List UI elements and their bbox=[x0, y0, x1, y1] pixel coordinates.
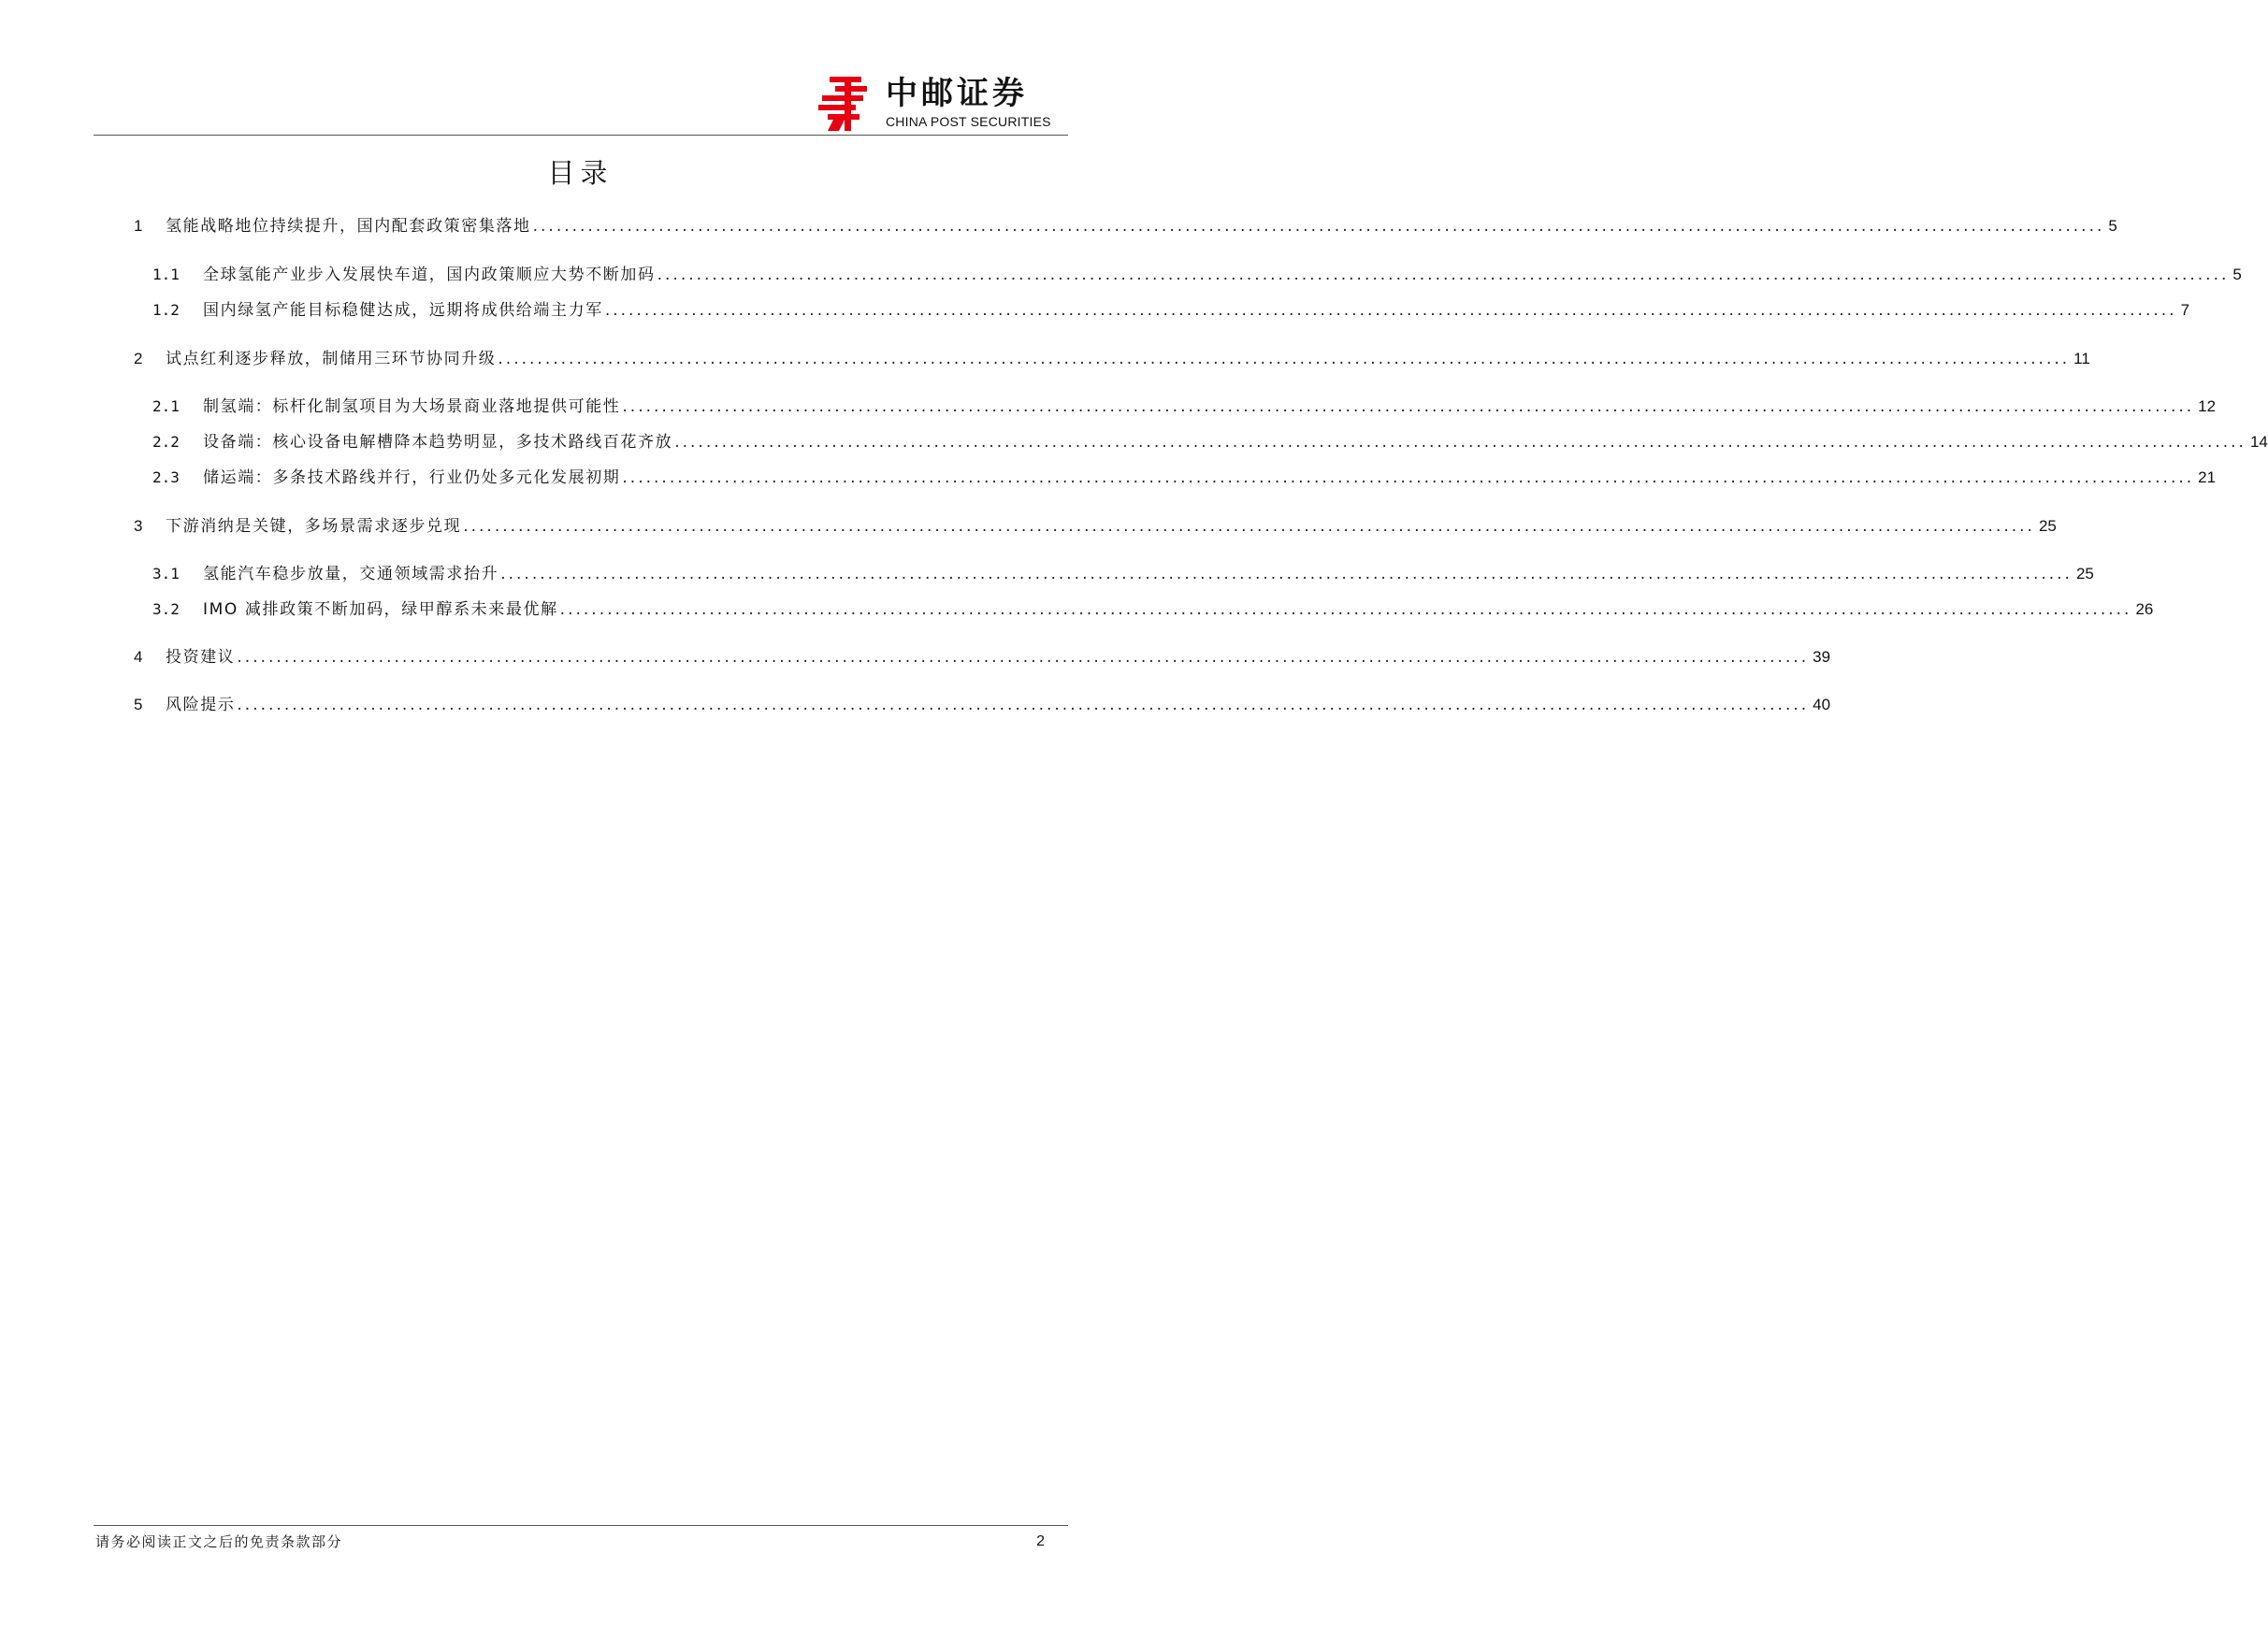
brand-name-en: CHINA POST SECURITIES bbox=[886, 114, 1051, 129]
toc-entry-page: 7 bbox=[2180, 301, 2190, 319]
header-divider bbox=[94, 135, 1068, 136]
toc-entry-number: 2.3 bbox=[152, 468, 180, 486]
toc-entry-title: IMO 减排政策不断加码，绿甲醇系未来最优解 bbox=[203, 600, 558, 619]
company-logo bbox=[816, 75, 1069, 133]
toc-entry[interactable] bbox=[0, 466, 2217, 490]
toc-entry-title: 国内绿氢产能目标稳健达成，远期将成供给端主力军 bbox=[203, 301, 603, 320]
toc-dot-leader: ........................................................................................................................................................................................................ bbox=[237, 648, 1810, 667]
toc-entry[interactable] bbox=[0, 347, 2090, 371]
toc-entry-page: 14 bbox=[2249, 433, 2268, 451]
toc-entry-number: 3.2 bbox=[152, 600, 180, 618]
toc-entry-number: 4 bbox=[134, 648, 143, 666]
toc-entry-title: 储运端：多条技术路线并行，行业仍处多元化发展初期 bbox=[203, 468, 621, 487]
toc-entry[interactable] bbox=[0, 562, 2094, 586]
toc-entry[interactable] bbox=[0, 514, 2057, 539]
toc-entry[interactable] bbox=[0, 395, 2217, 419]
toc-dot-leader: ........................................................................................................................................................................................................ bbox=[657, 266, 2230, 284]
toc-dot-leader: ........................................................................................................................................................................................................ bbox=[463, 517, 2035, 536]
toc-entry-page: 12 bbox=[2198, 397, 2217, 415]
disclaimer-note: 请务必阅读正文之后的免责条款部分 bbox=[95, 1533, 343, 1550]
toc-entry-number: 3.1 bbox=[152, 565, 180, 583]
china-post-logo-icon bbox=[816, 75, 874, 133]
toc-entry[interactable] bbox=[0, 298, 2190, 323]
toc-dot-leader: ........................................................................................................................................................................................................ bbox=[532, 217, 2105, 236]
toc-entry-page: 11 bbox=[2073, 350, 2090, 367]
toc-entry-number: 1.1 bbox=[152, 266, 180, 283]
toc-dot-leader: ........................................................................................................................................................................................................ bbox=[622, 468, 2195, 487]
toc-entry-title: 氢能战略地位持续提升，国内配套政策密集落地 bbox=[166, 217, 531, 236]
brand-name-cn: 中邮证券 bbox=[886, 75, 1028, 112]
toc-entry-page: 26 bbox=[2135, 600, 2154, 618]
toc-entry-title: 全球氢能产业步入发展快车道，国内政策顺应大势不断加码 bbox=[203, 266, 656, 284]
toc-entry[interactable] bbox=[0, 263, 2242, 287]
toc-entry-title: 氢能汽车稳步放量，交通领域需求抬升 bbox=[203, 565, 499, 583]
toc-dot-leader: ........................................................................................................................................................................................................ bbox=[559, 600, 2132, 619]
page-number: 2 bbox=[1036, 1533, 1045, 1549]
toc-entry-title: 投资建议 bbox=[166, 648, 236, 667]
toc-entry[interactable] bbox=[0, 597, 2154, 622]
toc-entry-number: 2.2 bbox=[152, 433, 180, 451]
page-title: 目录 bbox=[547, 157, 614, 189]
toc-entry-page: 5 bbox=[2108, 217, 2117, 235]
toc-dot-leader: ........................................................................................................................................................................................................ bbox=[674, 433, 2246, 452]
toc-entry-number: 1 bbox=[134, 217, 143, 235]
toc-entry-page: 39 bbox=[1813, 648, 1831, 666]
toc-entry[interactable] bbox=[0, 214, 2117, 238]
toc-entry-title: 制氢端：标杆化制氢项目为大场景商业落地提供可能性 bbox=[203, 397, 621, 416]
toc-entry-title: 下游消纳是关键，多场景需求逐步兑现 bbox=[166, 517, 462, 536]
toc-dot-leader: ........................................................................................................................................................................................................ bbox=[498, 350, 2071, 368]
toc-entry-number: 5 bbox=[134, 696, 143, 713]
toc-entry-number: 1.2 bbox=[152, 301, 180, 319]
toc-entry-page: 25 bbox=[2075, 565, 2094, 583]
toc-dot-leader: ........................................................................................................................................................................................................ bbox=[237, 696, 1810, 714]
toc-dot-leader: ........................................................................................................................................................................................................ bbox=[500, 565, 2073, 583]
footer-divider bbox=[94, 1525, 1068, 1526]
toc-entry[interactable] bbox=[0, 693, 1831, 717]
toc-entry-page: 5 bbox=[2232, 266, 2242, 283]
toc-entry-title: 设备端：核心设备电解槽降本趋势明显，多技术路线百花齐放 bbox=[203, 433, 673, 452]
toc-entry-title: 风险提示 bbox=[166, 696, 236, 714]
toc-entry-page: 21 bbox=[2198, 468, 2217, 486]
toc-entry-number: 2.1 bbox=[152, 397, 180, 415]
toc-entry[interactable] bbox=[0, 645, 1831, 669]
toc-entry-page: 40 bbox=[1813, 696, 1831, 713]
toc-dot-leader: ........................................................................................................................................................................................................ bbox=[604, 301, 2177, 320]
toc-entry[interactable] bbox=[0, 430, 2268, 454]
toc-entry-title: 试点红利逐步释放，制储用三环节协同升级 bbox=[166, 350, 497, 368]
toc-entry-page: 25 bbox=[2038, 517, 2057, 535]
toc-entry-number: 2 bbox=[134, 350, 143, 367]
toc-dot-leader: ........................................................................................................................................................................................................ bbox=[622, 397, 2195, 416]
toc-entry-number: 3 bbox=[134, 517, 143, 535]
